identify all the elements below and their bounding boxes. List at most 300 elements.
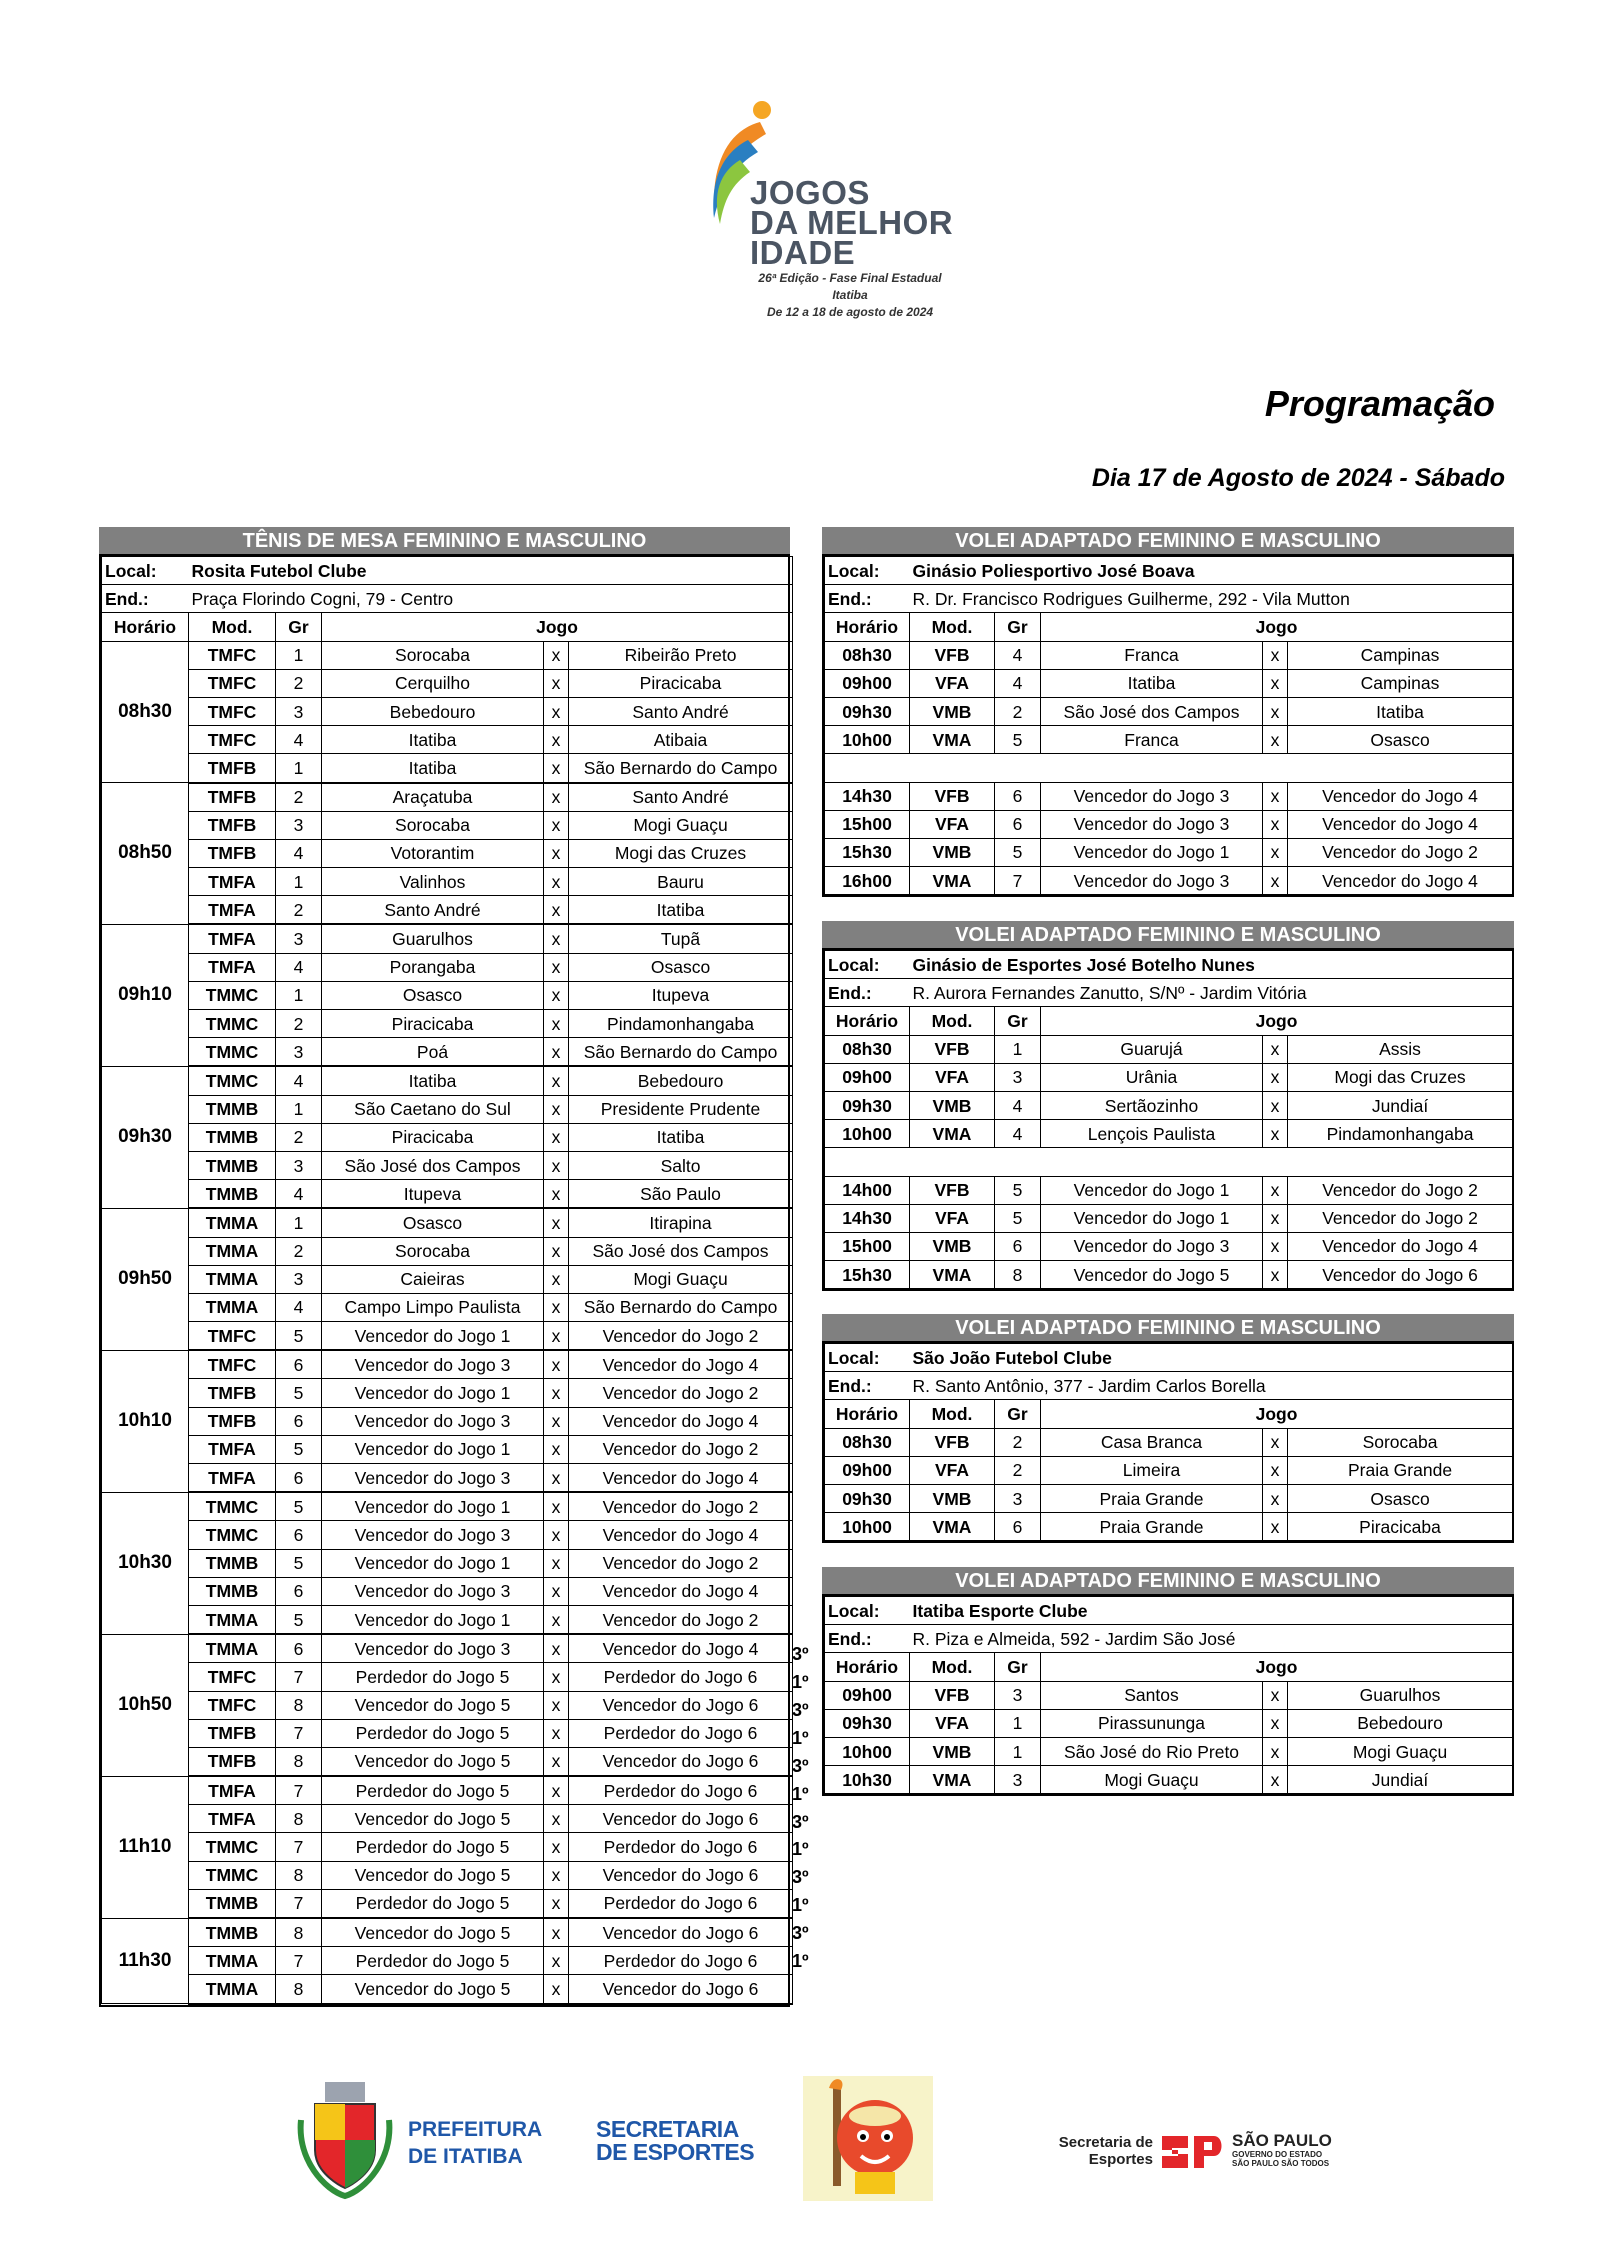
- table-row: [825, 726, 1513, 754]
- time-cell: 09h30: [825, 1091, 910, 1119]
- table-row: [102, 1747, 793, 1776]
- versus-cell: x: [1263, 1681, 1288, 1709]
- team-a-cell: Vencedor do Jogo 3: [322, 1577, 544, 1605]
- modality-cell: VMA: [910, 1766, 995, 1794]
- versus-cell: x: [544, 1663, 569, 1691]
- versus-cell: x: [1263, 1456, 1288, 1484]
- team-b-cell: Mogi Guaçu: [569, 1265, 793, 1293]
- table-row: [825, 669, 1513, 697]
- page-title: Programação: [1264, 383, 1495, 424]
- local-label: Local:: [102, 557, 189, 585]
- table-row: [102, 981, 793, 1009]
- sp-secretaria-esportes: Secretaria de Esportes: [1058, 2134, 1153, 2168]
- team-a-cell: Vencedor do Jogo 1: [1041, 1176, 1263, 1204]
- modality-cell: VMA: [910, 867, 995, 895]
- time-slot: 11h30: [102, 1918, 189, 2004]
- col-gr: Gr: [995, 1400, 1041, 1428]
- group-cell: 2: [276, 1010, 322, 1038]
- time-slot: 10h30: [102, 1492, 189, 1634]
- modality-cell: TMMA: [189, 1975, 276, 2004]
- team-a-cell: Vencedor do Jogo 1: [1041, 1204, 1263, 1232]
- versus-cell: x: [544, 924, 569, 953]
- team-a-cell: Lençois Paulista: [1041, 1120, 1263, 1148]
- team-a-cell: Perdedor do Jogo 5: [322, 1776, 544, 1805]
- versus-cell: x: [544, 1095, 569, 1123]
- col-gr: Gr: [995, 1653, 1041, 1681]
- volei-local-value: Ginásio de Esportes José Botelho Nunes: [910, 951, 1513, 979]
- versus-cell: x: [544, 1918, 569, 1947]
- table-row: [825, 1035, 1513, 1063]
- team-b-cell: Presidente Prudente: [569, 1095, 793, 1123]
- group-cell: 3: [995, 1766, 1041, 1794]
- team-a-cell: Cerquilho: [322, 669, 544, 697]
- team-b-cell: Vencedor do Jogo 6: [569, 1861, 793, 1889]
- team-b-cell: Bebedouro: [1288, 1709, 1513, 1737]
- team-b-cell: Vencedor do Jogo 6: [1288, 1261, 1513, 1289]
- team-b-cell: Perdedor do Jogo 6: [569, 1719, 793, 1747]
- table-row: [102, 1435, 793, 1463]
- team-a-cell: Perdedor do Jogo 5: [322, 1833, 544, 1861]
- table-row: [102, 1237, 793, 1265]
- group-cell: 6: [276, 1350, 322, 1379]
- team-b-cell: Mogi Guaçu: [1288, 1737, 1513, 1765]
- time-cell: 08h30: [825, 641, 910, 669]
- team-b-cell: Santo André: [569, 697, 793, 725]
- group-cell: 3: [276, 924, 322, 953]
- versus-cell: x: [544, 641, 569, 669]
- team-b-cell: Tupã: [569, 924, 793, 953]
- versus-cell: x: [544, 1747, 569, 1776]
- col-horario: Horário: [102, 613, 189, 641]
- modality-cell: VMA: [910, 1120, 995, 1148]
- modality-cell: TMFB: [189, 1407, 276, 1435]
- secretaria-esportes-name: SECRETARIA DE ESPORTES: [596, 2116, 755, 2165]
- team-a-cell: Santos: [1041, 1681, 1263, 1709]
- team-a-cell: Caieiras: [322, 1265, 544, 1293]
- table-row: [102, 669, 793, 697]
- team-a-cell: Vencedor do Jogo 1: [322, 1492, 544, 1521]
- versus-cell: x: [544, 1947, 569, 1975]
- modality-cell: VFA: [910, 1709, 995, 1737]
- time-cell: 15h00: [825, 810, 910, 838]
- volei-address-row: [825, 585, 1513, 613]
- versus-cell: x: [544, 811, 569, 839]
- versus-cell: x: [544, 1435, 569, 1463]
- volei-column-headers: [825, 1400, 1513, 1428]
- address-label: End.:: [102, 585, 189, 613]
- modality-cell: TMMC: [189, 1521, 276, 1549]
- event-logo: [690, 100, 990, 340]
- time-slot: 10h10: [102, 1350, 189, 1492]
- table-row: [102, 697, 793, 725]
- team-a-cell: Vencedor do Jogo 5: [322, 1918, 544, 1947]
- modality-cell: TMMB: [189, 1180, 276, 1209]
- team-b-cell: Ribeirão Preto: [569, 641, 793, 669]
- team-a-cell: Guarulhos: [322, 924, 544, 953]
- versus-cell: x: [544, 1975, 569, 2004]
- table-row: [102, 1833, 793, 1861]
- team-a-cell: Vencedor do Jogo 3: [1041, 810, 1263, 838]
- group-cell: 8: [995, 1261, 1041, 1289]
- modality-cell: TMFB: [189, 783, 276, 812]
- group-cell: 4: [276, 953, 322, 981]
- group-cell: 1: [995, 1737, 1041, 1765]
- team-a-cell: Vencedor do Jogo 5: [322, 1747, 544, 1776]
- team-a-cell: Guarujá: [1041, 1035, 1263, 1063]
- table-row: [102, 1038, 793, 1067]
- volei-local-row: [825, 1344, 1513, 1372]
- table-row: [825, 1681, 1513, 1709]
- group-cell: 1: [276, 641, 322, 669]
- team-b-cell: Pindamonhangaba: [569, 1010, 793, 1038]
- table-row: [825, 1204, 1513, 1232]
- tenis-address-row: [102, 585, 793, 613]
- team-a-cell: Bebedouro: [322, 697, 544, 725]
- col-mod: Mod.: [910, 1653, 995, 1681]
- modality-cell: TMMB: [189, 1577, 276, 1605]
- group-cell: 7: [276, 1889, 322, 1918]
- modality-cell: TMMC: [189, 1492, 276, 1521]
- modality-cell: TMMA: [189, 1605, 276, 1634]
- modality-cell: TMMC: [189, 1861, 276, 1889]
- group-cell: 4: [276, 839, 322, 867]
- modality-cell: TMMA: [189, 1293, 276, 1321]
- volei-address-row: [825, 1372, 1513, 1400]
- volei-local-row: [825, 557, 1513, 585]
- team-b-cell: Vencedor do Jogo 6: [569, 1975, 793, 2004]
- team-b-cell: Piracicaba: [1288, 1513, 1513, 1541]
- team-a-cell: Osasco: [322, 981, 544, 1009]
- table-row: [102, 1095, 793, 1123]
- placement-label: 1º: [792, 1783, 809, 1804]
- group-cell: 6: [995, 1232, 1041, 1260]
- team-b-cell: Vencedor do Jogo 2: [569, 1492, 793, 1521]
- team-b-cell: Vencedor do Jogo 6: [569, 1691, 793, 1719]
- group-cell: 8: [276, 1747, 322, 1776]
- group-cell: 6: [276, 1521, 322, 1549]
- versus-cell: x: [544, 1634, 569, 1663]
- modality-cell: TMFA: [189, 1805, 276, 1833]
- group-cell: 7: [276, 1947, 322, 1975]
- time-cell: 08h30: [825, 1035, 910, 1063]
- group-cell: 8: [276, 1805, 322, 1833]
- table-row: [102, 641, 793, 669]
- tenis-table: [101, 556, 793, 2005]
- modality-cell: VFB: [910, 782, 995, 810]
- placement-label: 3º: [792, 1644, 809, 1665]
- table-row: [102, 1208, 793, 1237]
- versus-cell: x: [1263, 697, 1288, 725]
- team-b-cell: Sorocaba: [1288, 1428, 1513, 1456]
- team-a-cell: Pirassununga: [1041, 1709, 1263, 1737]
- tenis-title: TÊNIS DE MESA FEMININO E MASCULINO: [99, 527, 790, 554]
- versus-cell: x: [544, 1889, 569, 1918]
- group-cell: 6: [995, 782, 1041, 810]
- versus-cell: x: [1263, 1063, 1288, 1091]
- table-row: [102, 783, 793, 812]
- team-b-cell: Vencedor do Jogo 2: [1288, 838, 1513, 866]
- time-cell: 10h30: [825, 1766, 910, 1794]
- team-b-cell: Vencedor do Jogo 2: [569, 1379, 793, 1407]
- team-a-cell: Praia Grande: [1041, 1513, 1263, 1541]
- team-a-cell: Votorantim: [322, 839, 544, 867]
- versus-cell: x: [544, 1180, 569, 1209]
- local-label: Local:: [825, 1344, 910, 1372]
- time-cell: 15h00: [825, 1232, 910, 1260]
- team-a-cell: Itatiba: [322, 1066, 544, 1095]
- table-row: [102, 1521, 793, 1549]
- team-a-cell: Franca: [1041, 641, 1263, 669]
- tenis-schedule: [99, 527, 809, 2007]
- table-row: [102, 839, 793, 867]
- versus-cell: x: [544, 1861, 569, 1889]
- modality-cell: TMFA: [189, 1776, 276, 1805]
- col-jogo: Jogo: [1041, 1653, 1513, 1681]
- placement-label: 1º: [792, 1672, 809, 1692]
- group-cell: 5: [276, 1549, 322, 1577]
- group-cell: 3: [276, 811, 322, 839]
- versus-cell: x: [1263, 1261, 1288, 1289]
- modality-cell: TMFB: [189, 839, 276, 867]
- col-mod: Mod.: [910, 1007, 995, 1035]
- team-b-cell: Bauru: [569, 868, 793, 896]
- volei-title: VOLEI ADAPTADO FEMININO E MASCULINO: [822, 1314, 1514, 1341]
- table-row: [825, 1063, 1513, 1091]
- team-b-cell: Vencedor do Jogo 4: [569, 1407, 793, 1435]
- team-a-cell: Perdedor do Jogo 5: [322, 1889, 544, 1918]
- team-b-cell: Praia Grande: [1288, 1456, 1513, 1484]
- team-b-cell: Itatiba: [569, 896, 793, 925]
- team-b-cell: Mogi das Cruzes: [569, 839, 793, 867]
- volei-table: [824, 1343, 1513, 1541]
- versus-cell: x: [544, 1776, 569, 1805]
- modality-cell: TMFB: [189, 811, 276, 839]
- group-cell: 4: [276, 1066, 322, 1095]
- modality-cell: VMB: [910, 1484, 995, 1512]
- time-cell: 14h00: [825, 1176, 910, 1204]
- team-b-cell: Vencedor do Jogo 4: [569, 1577, 793, 1605]
- team-b-cell: Mogi das Cruzes: [1288, 1063, 1513, 1091]
- team-b-cell: Salto: [569, 1151, 793, 1179]
- group-cell: 5: [995, 1204, 1041, 1232]
- table-row: [825, 810, 1513, 838]
- group-cell: 1: [995, 1035, 1041, 1063]
- team-a-cell: Piracicaba: [322, 1010, 544, 1038]
- versus-cell: x: [544, 1379, 569, 1407]
- versus-cell: x: [544, 726, 569, 754]
- time-slot: 09h50: [102, 1208, 189, 1350]
- team-a-cell: Vencedor do Jogo 3: [322, 1464, 544, 1493]
- modality-cell: TMMA: [189, 1208, 276, 1237]
- team-b-cell: Vencedor do Jogo 2: [569, 1605, 793, 1634]
- versus-cell: x: [544, 1719, 569, 1747]
- versus-cell: x: [544, 839, 569, 867]
- modality-cell: VFB: [910, 1035, 995, 1063]
- group-cell: 8: [276, 1918, 322, 1947]
- table-row: [825, 1261, 1513, 1289]
- group-cell: 3: [995, 1484, 1041, 1512]
- group-cell: 2: [276, 669, 322, 697]
- group-cell: 4: [276, 1180, 322, 1209]
- group-cell: 2: [276, 783, 322, 812]
- col-gr: Gr: [276, 613, 322, 641]
- tenis-local-row: [102, 557, 793, 585]
- volei-address-value: R. Santo Antônio, 377 - Jardim Carlos Borella: [910, 1372, 1513, 1400]
- table-row: [102, 1889, 793, 1918]
- modality-cell: TMMC: [189, 1038, 276, 1067]
- placement-label: 3º: [792, 1811, 809, 1832]
- team-a-cell: Poá: [322, 1038, 544, 1067]
- versus-cell: x: [544, 669, 569, 697]
- table-row: [825, 1766, 1513, 1794]
- team-b-cell: Vencedor do Jogo 6: [569, 1805, 793, 1833]
- col-horario: Horário: [825, 1653, 910, 1681]
- group-cell: 2: [995, 1456, 1041, 1484]
- team-b-cell: São Bernardo do Campo: [569, 1293, 793, 1321]
- versus-cell: x: [1263, 1428, 1288, 1456]
- modality-cell: TMMC: [189, 981, 276, 1009]
- sponsor-footer: [0, 2080, 1600, 2210]
- modality-cell: VFB: [910, 1681, 995, 1709]
- table-row: [102, 1861, 793, 1889]
- col-mod: Mod.: [910, 1400, 995, 1428]
- table-row: [102, 1180, 793, 1209]
- versus-cell: x: [1263, 1176, 1288, 1204]
- local-label: Local:: [825, 1597, 910, 1625]
- team-b-cell: Vencedor do Jogo 2: [569, 1435, 793, 1463]
- modality-cell: VMB: [910, 697, 995, 725]
- group-cell: 5: [276, 1322, 322, 1351]
- group-cell: 7: [276, 1663, 322, 1691]
- versus-cell: x: [1263, 1091, 1288, 1119]
- team-b-cell: Jundiaí: [1288, 1766, 1513, 1794]
- versus-cell: x: [1263, 867, 1288, 895]
- versus-cell: x: [1263, 1709, 1288, 1737]
- team-a-cell: Vencedor do Jogo 3: [1041, 782, 1263, 810]
- modality-cell: TMMB: [189, 1889, 276, 1918]
- group-cell: 7: [276, 1719, 322, 1747]
- modality-cell: TMFC: [189, 1663, 276, 1691]
- team-b-cell: São José dos Campos: [569, 1237, 793, 1265]
- team-a-cell: Porangaba: [322, 953, 544, 981]
- volei-column-headers: [825, 1007, 1513, 1035]
- versus-cell: x: [544, 1464, 569, 1493]
- versus-cell: x: [544, 1549, 569, 1577]
- group-cell: 8: [276, 1975, 322, 2004]
- team-b-cell: Vencedor do Jogo 2: [569, 1322, 793, 1351]
- team-b-cell: Campinas: [1288, 669, 1513, 697]
- team-b-cell: Osasco: [569, 953, 793, 981]
- versus-cell: x: [544, 896, 569, 925]
- time-cell: 09h00: [825, 669, 910, 697]
- local-label: Local:: [825, 951, 910, 979]
- col-mod: Mod.: [189, 613, 276, 641]
- team-b-cell: Jundiaí: [1288, 1091, 1513, 1119]
- event-logo-title: JOGOS DA MELHOR IDADE: [750, 174, 954, 271]
- placement-label: 1º: [792, 1839, 809, 1860]
- team-a-cell: Vencedor do Jogo 5: [1041, 1261, 1263, 1289]
- group-cell: 8: [276, 1861, 322, 1889]
- modality-cell: TMFB: [189, 1379, 276, 1407]
- placement-label: 1º: [792, 1951, 809, 1971]
- team-a-cell: Vencedor do Jogo 3: [322, 1634, 544, 1663]
- volei-address-value: R. Piza e Almeida, 592 - Jardim São José: [910, 1625, 1513, 1653]
- time-cell: 10h00: [825, 1737, 910, 1765]
- modality-cell: TMFC: [189, 726, 276, 754]
- modality-cell: TMFB: [189, 1747, 276, 1776]
- time-cell: 09h30: [825, 697, 910, 725]
- team-b-cell: Vencedor do Jogo 4: [569, 1350, 793, 1379]
- group-cell: 8: [276, 1691, 322, 1719]
- group-cell: 5: [276, 1435, 322, 1463]
- group-cell: 2: [276, 896, 322, 925]
- col-horario: Horário: [825, 1400, 910, 1428]
- team-a-cell: Franca: [1041, 726, 1263, 754]
- versus-cell: x: [544, 1151, 569, 1179]
- table-row: [825, 1484, 1513, 1512]
- modality-cell: TMFC: [189, 1350, 276, 1379]
- team-b-cell: Pindamonhangaba: [1288, 1120, 1513, 1148]
- team-b-cell: Vencedor do Jogo 4: [1288, 867, 1513, 895]
- group-cell: 2: [276, 1123, 322, 1151]
- modality-cell: VMB: [910, 1737, 995, 1765]
- team-b-cell: Perdedor do Jogo 6: [569, 1776, 793, 1805]
- team-a-cell: Piracicaba: [322, 1123, 544, 1151]
- team-a-cell: Valinhos: [322, 868, 544, 896]
- modality-cell: VFB: [910, 1428, 995, 1456]
- group-cell: 5: [276, 1492, 322, 1521]
- group-cell: 2: [995, 1428, 1041, 1456]
- placement-label: 3º: [792, 1699, 809, 1720]
- modality-cell: TMFC: [189, 1322, 276, 1351]
- modality-cell: VFB: [910, 641, 995, 669]
- versus-cell: x: [1263, 641, 1288, 669]
- team-a-cell: Vencedor do Jogo 5: [322, 1805, 544, 1833]
- table-row: [102, 1464, 793, 1493]
- team-a-cell: Itatiba: [322, 754, 544, 783]
- team-b-cell: Campinas: [1288, 641, 1513, 669]
- group-cell: 5: [995, 1176, 1041, 1204]
- group-cell: 1: [276, 1095, 322, 1123]
- volei-local-value: Itatiba Esporte Clube: [910, 1597, 1513, 1625]
- group-cell: 4: [276, 1293, 322, 1321]
- group-cell: 5: [995, 726, 1041, 754]
- team-b-cell: Perdedor do Jogo 6: [569, 1663, 793, 1691]
- team-b-cell: Atibaia: [569, 726, 793, 754]
- team-a-cell: Vencedor do Jogo 5: [322, 1691, 544, 1719]
- time-cell: 10h00: [825, 1120, 910, 1148]
- modality-cell: TMFA: [189, 953, 276, 981]
- time-cell: 16h00: [825, 867, 910, 895]
- modality-cell: TMMA: [189, 1634, 276, 1663]
- table-row: [825, 641, 1513, 669]
- versus-cell: x: [544, 953, 569, 981]
- mascot-icon: [803, 2076, 933, 2201]
- table-row: [102, 1776, 793, 1805]
- modality-cell: VMA: [910, 1261, 995, 1289]
- team-a-cell: São José dos Campos: [322, 1151, 544, 1179]
- volei-schedule: [822, 527, 1514, 897]
- team-b-cell: Osasco: [1288, 1484, 1513, 1512]
- tenis-local-value: Rosita Futebol Clube: [189, 557, 793, 585]
- modality-cell: TMMA: [189, 1237, 276, 1265]
- versus-cell: x: [1263, 726, 1288, 754]
- team-a-cell: Casa Branca: [1041, 1428, 1263, 1456]
- group-cell: 3: [276, 1265, 322, 1293]
- team-a-cell: Vencedor do Jogo 1: [322, 1435, 544, 1463]
- team-a-cell: São Caetano do Sul: [322, 1095, 544, 1123]
- table-row: [825, 1176, 1513, 1204]
